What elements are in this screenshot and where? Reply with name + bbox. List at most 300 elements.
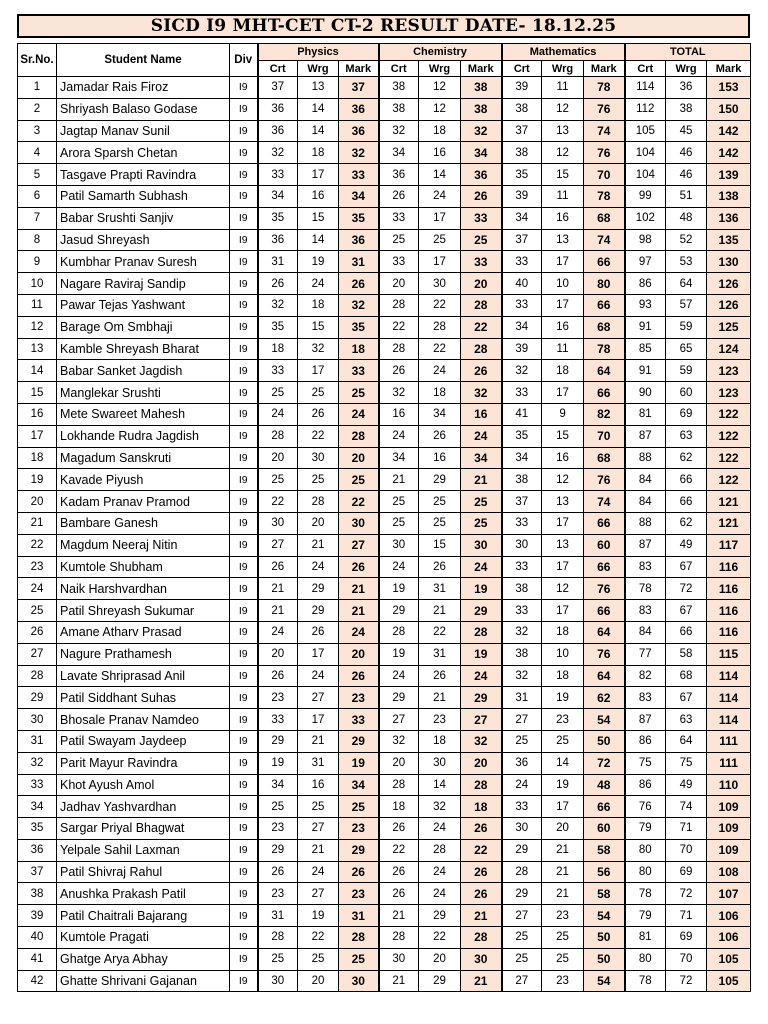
cell-mathematics-crt: 28 xyxy=(502,861,542,883)
cell-mathematics-crt: 34 xyxy=(502,447,542,469)
cell-mathematics-wrg: 23 xyxy=(542,970,584,992)
cell-srno: 20 xyxy=(18,491,57,513)
cell-student-name: Mete Swareet Mahesh xyxy=(57,403,230,425)
subheader-mathematics-mark: Mark xyxy=(584,61,625,77)
cell-chemistry-wrg: 26 xyxy=(419,425,461,447)
cell-physics-mark: 26 xyxy=(339,273,379,295)
cell-srno: 24 xyxy=(18,578,57,600)
cell-div: I9 xyxy=(230,752,258,774)
cell-student-name: Khot Ayush Amol xyxy=(57,774,230,796)
cell-chemistry-wrg: 22 xyxy=(419,927,461,949)
cell-total-wrg: 63 xyxy=(666,709,707,731)
cell-physics-mark: 37 xyxy=(339,77,379,99)
subheader-physics-crt: Crt xyxy=(258,61,298,77)
cell-chemistry-wrg: 29 xyxy=(419,970,461,992)
cell-total-crt: 105 xyxy=(625,120,666,142)
cell-total-mark: 106 xyxy=(707,927,751,949)
cell-chemistry-wrg: 28 xyxy=(419,316,461,338)
table-row xyxy=(18,752,751,774)
cell-total-mark: 114 xyxy=(707,665,751,687)
cell-srno: 38 xyxy=(18,883,57,905)
cell-physics-crt: 36 xyxy=(258,229,298,251)
cell-chemistry-mark: 32 xyxy=(461,730,502,752)
cell-mathematics-mark: 60 xyxy=(584,534,625,556)
cell-physics-wrg: 24 xyxy=(298,665,339,687)
cell-physics-mark: 28 xyxy=(339,927,379,949)
subheader-chemistry-wrg: Wrg xyxy=(419,61,461,77)
cell-mathematics-crt: 38 xyxy=(502,578,542,600)
cell-total-crt: 85 xyxy=(625,338,666,360)
cell-total-mark: 105 xyxy=(707,970,751,992)
cell-mathematics-mark: 66 xyxy=(584,556,625,578)
cell-chemistry-wrg: 25 xyxy=(419,229,461,251)
cell-chemistry-crt: 34 xyxy=(379,447,419,469)
cell-total-crt: 84 xyxy=(625,621,666,643)
cell-total-crt: 93 xyxy=(625,294,666,316)
cell-chemistry-wrg: 26 xyxy=(419,556,461,578)
cell-mathematics-mark: 78 xyxy=(584,338,625,360)
cell-chemistry-wrg: 21 xyxy=(419,600,461,622)
cell-mathematics-mark: 68 xyxy=(584,207,625,229)
cell-mathematics-mark: 66 xyxy=(584,251,625,273)
cell-physics-crt: 35 xyxy=(258,207,298,229)
cell-div: I9 xyxy=(230,883,258,905)
cell-mathematics-crt: 39 xyxy=(502,338,542,360)
cell-srno: 35 xyxy=(18,818,57,840)
cell-mathematics-mark: 50 xyxy=(584,927,625,949)
cell-physics-crt: 26 xyxy=(258,273,298,295)
cell-srno: 30 xyxy=(18,709,57,731)
cell-total-wrg: 68 xyxy=(666,665,707,687)
cell-srno: 23 xyxy=(18,556,57,578)
cell-total-crt: 80 xyxy=(625,839,666,861)
cell-student-name: Patil Chaitrali Bajarang xyxy=(57,905,230,927)
cell-physics-crt: 22 xyxy=(258,491,298,513)
cell-chemistry-mark: 34 xyxy=(461,142,502,164)
cell-mathematics-crt: 36 xyxy=(502,752,542,774)
cell-chemistry-wrg: 24 xyxy=(419,818,461,840)
cell-total-mark: 122 xyxy=(707,425,751,447)
cell-physics-mark: 36 xyxy=(339,229,379,251)
cell-chemistry-mark: 16 xyxy=(461,403,502,425)
cell-div: I9 xyxy=(230,338,258,360)
cell-physics-crt: 29 xyxy=(258,730,298,752)
cell-srno: 8 xyxy=(18,229,57,251)
cell-physics-crt: 25 xyxy=(258,382,298,404)
cell-div: I9 xyxy=(230,948,258,970)
cell-srno: 2 xyxy=(18,98,57,120)
table-row xyxy=(18,491,751,513)
cell-mathematics-mark: 58 xyxy=(584,839,625,861)
result-table xyxy=(17,43,751,992)
cell-chemistry-crt: 32 xyxy=(379,120,419,142)
cell-chemistry-mark: 20 xyxy=(461,752,502,774)
cell-physics-mark: 33 xyxy=(339,709,379,731)
cell-mathematics-mark: 56 xyxy=(584,861,625,883)
cell-student-name: Magadum Sanskruti xyxy=(57,447,230,469)
cell-div: I9 xyxy=(230,142,258,164)
cell-chemistry-mark: 25 xyxy=(461,512,502,534)
cell-total-mark: 109 xyxy=(707,796,751,818)
cell-chemistry-mark: 27 xyxy=(461,709,502,731)
cell-srno: 21 xyxy=(18,512,57,534)
cell-chemistry-mark: 28 xyxy=(461,621,502,643)
cell-chemistry-wrg: 24 xyxy=(419,883,461,905)
cell-div: I9 xyxy=(230,491,258,513)
cell-total-wrg: 67 xyxy=(666,600,707,622)
cell-mathematics-wrg: 23 xyxy=(542,709,584,731)
cell-student-name: Kamble Shreyash Bharat xyxy=(57,338,230,360)
cell-total-crt: 91 xyxy=(625,316,666,338)
cell-total-crt: 83 xyxy=(625,687,666,709)
cell-mathematics-wrg: 17 xyxy=(542,294,584,316)
cell-chemistry-wrg: 31 xyxy=(419,578,461,600)
cell-physics-crt: 28 xyxy=(258,927,298,949)
cell-physics-mark: 31 xyxy=(339,251,379,273)
cell-physics-mark: 19 xyxy=(339,752,379,774)
cell-chemistry-crt: 38 xyxy=(379,98,419,120)
cell-physics-crt: 23 xyxy=(258,687,298,709)
cell-total-wrg: 49 xyxy=(666,534,707,556)
cell-mathematics-wrg: 12 xyxy=(542,469,584,491)
cell-total-mark: 124 xyxy=(707,338,751,360)
cell-total-wrg: 64 xyxy=(666,273,707,295)
cell-chemistry-wrg: 31 xyxy=(419,643,461,665)
cell-physics-crt: 24 xyxy=(258,621,298,643)
cell-physics-crt: 25 xyxy=(258,948,298,970)
cell-student-name: Arora Sparsh Chetan xyxy=(57,142,230,164)
cell-mathematics-mark: 70 xyxy=(584,164,625,186)
cell-total-crt: 97 xyxy=(625,251,666,273)
cell-mathematics-wrg: 25 xyxy=(542,730,584,752)
cell-div: I9 xyxy=(230,98,258,120)
cell-total-crt: 80 xyxy=(625,861,666,883)
cell-mathematics-wrg: 17 xyxy=(542,556,584,578)
cell-mathematics-crt: 29 xyxy=(502,883,542,905)
cell-mathematics-crt: 32 xyxy=(502,360,542,382)
cell-physics-crt: 32 xyxy=(258,294,298,316)
cell-physics-mark: 23 xyxy=(339,687,379,709)
cell-student-name: Kumtole Pragati xyxy=(57,927,230,949)
cell-div: I9 xyxy=(230,294,258,316)
cell-total-crt: 87 xyxy=(625,425,666,447)
cell-chemistry-mark: 21 xyxy=(461,970,502,992)
cell-chemistry-mark: 29 xyxy=(461,600,502,622)
table-row xyxy=(18,251,751,273)
cell-total-mark: 109 xyxy=(707,818,751,840)
cell-physics-crt: 29 xyxy=(258,839,298,861)
table-row xyxy=(18,316,751,338)
cell-physics-mark: 23 xyxy=(339,818,379,840)
table-row xyxy=(18,77,751,99)
cell-chemistry-mark: 38 xyxy=(461,77,502,99)
cell-physics-mark: 26 xyxy=(339,665,379,687)
cell-mathematics-mark: 72 xyxy=(584,752,625,774)
cell-mathematics-crt: 33 xyxy=(502,600,542,622)
cell-total-wrg: 67 xyxy=(666,687,707,709)
cell-chemistry-mark: 26 xyxy=(461,861,502,883)
cell-mathematics-mark: 54 xyxy=(584,905,625,927)
cell-mathematics-crt: 31 xyxy=(502,687,542,709)
cell-mathematics-wrg: 9 xyxy=(542,403,584,425)
cell-chemistry-mark: 18 xyxy=(461,796,502,818)
cell-total-mark: 136 xyxy=(707,207,751,229)
cell-physics-crt: 26 xyxy=(258,556,298,578)
cell-student-name: Bambare Ganesh xyxy=(57,512,230,534)
cell-chemistry-wrg: 34 xyxy=(419,403,461,425)
cell-total-mark: 114 xyxy=(707,709,751,731)
table-row xyxy=(18,774,751,796)
cell-chemistry-wrg: 22 xyxy=(419,338,461,360)
cell-mathematics-crt: 34 xyxy=(502,316,542,338)
cell-mathematics-mark: 48 xyxy=(584,774,625,796)
cell-div: I9 xyxy=(230,512,258,534)
cell-mathematics-crt: 27 xyxy=(502,905,542,927)
cell-chemistry-crt: 29 xyxy=(379,687,419,709)
cell-total-wrg: 64 xyxy=(666,730,707,752)
cell-chemistry-wrg: 16 xyxy=(419,142,461,164)
cell-mathematics-wrg: 13 xyxy=(542,120,584,142)
cell-physics-wrg: 21 xyxy=(298,534,339,556)
cell-physics-mark: 26 xyxy=(339,861,379,883)
cell-total-wrg: 63 xyxy=(666,425,707,447)
cell-div: I9 xyxy=(230,970,258,992)
cell-physics-wrg: 21 xyxy=(298,730,339,752)
cell-div: I9 xyxy=(230,621,258,643)
cell-total-mark: 108 xyxy=(707,861,751,883)
cell-physics-crt: 36 xyxy=(258,120,298,142)
cell-mathematics-crt: 33 xyxy=(502,251,542,273)
cell-chemistry-wrg: 17 xyxy=(419,207,461,229)
cell-total-crt: 104 xyxy=(625,142,666,164)
cell-srno: 34 xyxy=(18,796,57,818)
cell-mathematics-crt: 37 xyxy=(502,491,542,513)
cell-mathematics-wrg: 12 xyxy=(542,142,584,164)
cell-total-wrg: 46 xyxy=(666,164,707,186)
header-chemistry: Chemistry xyxy=(379,44,502,61)
cell-srno: 16 xyxy=(18,403,57,425)
cell-total-wrg: 75 xyxy=(666,752,707,774)
cell-total-wrg: 69 xyxy=(666,927,707,949)
table-row xyxy=(18,142,751,164)
cell-physics-mark: 26 xyxy=(339,556,379,578)
cell-mathematics-wrg: 21 xyxy=(542,883,584,905)
cell-chemistry-wrg: 14 xyxy=(419,164,461,186)
cell-physics-wrg: 18 xyxy=(298,142,339,164)
subheader-mathematics-wrg: Wrg xyxy=(542,61,584,77)
cell-chemistry-mark: 20 xyxy=(461,273,502,295)
cell-div: I9 xyxy=(230,120,258,142)
cell-total-crt: 84 xyxy=(625,469,666,491)
cell-student-name: Manglekar Srushti xyxy=(57,382,230,404)
cell-mathematics-mark: 62 xyxy=(584,687,625,709)
table-row xyxy=(18,927,751,949)
cell-physics-mark: 36 xyxy=(339,120,379,142)
cell-mathematics-mark: 66 xyxy=(584,382,625,404)
cell-total-crt: 76 xyxy=(625,796,666,818)
cell-total-wrg: 66 xyxy=(666,491,707,513)
cell-chemistry-mark: 22 xyxy=(461,316,502,338)
cell-chemistry-mark: 21 xyxy=(461,469,502,491)
cell-chemistry-mark: 30 xyxy=(461,948,502,970)
table-row xyxy=(18,447,751,469)
cell-chemistry-crt: 18 xyxy=(379,796,419,818)
cell-mathematics-mark: 74 xyxy=(584,120,625,142)
cell-total-crt: 80 xyxy=(625,948,666,970)
cell-chemistry-wrg: 18 xyxy=(419,730,461,752)
cell-physics-mark: 25 xyxy=(339,382,379,404)
cell-mathematics-mark: 78 xyxy=(584,185,625,207)
cell-physics-wrg: 30 xyxy=(298,447,339,469)
cell-div: I9 xyxy=(230,360,258,382)
cell-srno: 14 xyxy=(18,360,57,382)
cell-mathematics-crt: 38 xyxy=(502,142,542,164)
cell-chemistry-crt: 27 xyxy=(379,709,419,731)
cell-div: I9 xyxy=(230,556,258,578)
cell-total-crt: 104 xyxy=(625,164,666,186)
cell-physics-mark: 32 xyxy=(339,142,379,164)
cell-student-name: Nagare Raviraj Sandip xyxy=(57,273,230,295)
cell-total-mark: 117 xyxy=(707,534,751,556)
cell-physics-wrg: 14 xyxy=(298,98,339,120)
cell-mathematics-mark: 68 xyxy=(584,316,625,338)
cell-mathematics-mark: 58 xyxy=(584,883,625,905)
cell-total-crt: 98 xyxy=(625,229,666,251)
cell-chemistry-crt: 16 xyxy=(379,403,419,425)
cell-div: I9 xyxy=(230,687,258,709)
cell-chemistry-mark: 25 xyxy=(461,229,502,251)
cell-mathematics-wrg: 15 xyxy=(542,164,584,186)
cell-chemistry-crt: 28 xyxy=(379,774,419,796)
table-row xyxy=(18,643,751,665)
cell-mathematics-crt: 37 xyxy=(502,229,542,251)
cell-total-crt: 78 xyxy=(625,883,666,905)
cell-physics-wrg: 26 xyxy=(298,403,339,425)
cell-mathematics-mark: 76 xyxy=(584,469,625,491)
table-row xyxy=(18,818,751,840)
cell-total-wrg: 59 xyxy=(666,360,707,382)
cell-chemistry-crt: 28 xyxy=(379,927,419,949)
cell-physics-wrg: 26 xyxy=(298,621,339,643)
cell-div: I9 xyxy=(230,927,258,949)
cell-physics-mark: 22 xyxy=(339,491,379,513)
cell-physics-crt: 20 xyxy=(258,447,298,469)
cell-student-name: Nagure Prathamesh xyxy=(57,643,230,665)
cell-physics-wrg: 17 xyxy=(298,709,339,731)
cell-total-mark: 125 xyxy=(707,316,751,338)
subheader-total-wrg: Wrg xyxy=(666,61,707,77)
table-row xyxy=(18,621,751,643)
cell-physics-mark: 25 xyxy=(339,948,379,970)
cell-total-wrg: 66 xyxy=(666,469,707,491)
cell-mathematics-mark: 66 xyxy=(584,600,625,622)
cell-physics-mark: 20 xyxy=(339,447,379,469)
cell-mathematics-crt: 32 xyxy=(502,621,542,643)
cell-srno: 37 xyxy=(18,861,57,883)
cell-total-mark: 150 xyxy=(707,98,751,120)
header-div: Div xyxy=(230,44,258,77)
cell-total-crt: 88 xyxy=(625,512,666,534)
cell-mathematics-wrg: 14 xyxy=(542,752,584,774)
cell-srno: 17 xyxy=(18,425,57,447)
cell-physics-crt: 25 xyxy=(258,796,298,818)
cell-chemistry-mark: 22 xyxy=(461,839,502,861)
table-row xyxy=(18,469,751,491)
cell-chemistry-wrg: 24 xyxy=(419,360,461,382)
cell-mathematics-mark: 68 xyxy=(584,447,625,469)
cell-physics-mark: 21 xyxy=(339,578,379,600)
cell-physics-crt: 34 xyxy=(258,774,298,796)
cell-chemistry-crt: 26 xyxy=(379,861,419,883)
cell-physics-wrg: 16 xyxy=(298,185,339,207)
cell-physics-crt: 28 xyxy=(258,425,298,447)
cell-physics-mark: 28 xyxy=(339,425,379,447)
cell-chemistry-wrg: 25 xyxy=(419,512,461,534)
cell-total-wrg: 48 xyxy=(666,207,707,229)
cell-total-mark: 111 xyxy=(707,752,751,774)
cell-physics-mark: 25 xyxy=(339,796,379,818)
cell-student-name: Magdum Neeraj Nitin xyxy=(57,534,230,556)
cell-physics-wrg: 27 xyxy=(298,687,339,709)
cell-student-name: Shriyash Balaso Godase xyxy=(57,98,230,120)
cell-mathematics-wrg: 12 xyxy=(542,98,584,120)
cell-mathematics-wrg: 18 xyxy=(542,621,584,643)
cell-total-mark: 126 xyxy=(707,273,751,295)
cell-total-wrg: 51 xyxy=(666,185,707,207)
cell-physics-mark: 34 xyxy=(339,774,379,796)
cell-total-crt: 75 xyxy=(625,752,666,774)
cell-total-mark: 153 xyxy=(707,77,751,99)
cell-chemistry-crt: 30 xyxy=(379,534,419,556)
subheader-total-crt: Crt xyxy=(625,61,666,77)
cell-total-wrg: 38 xyxy=(666,98,707,120)
cell-chemistry-crt: 34 xyxy=(379,142,419,164)
cell-chemistry-mark: 36 xyxy=(461,164,502,186)
cell-total-wrg: 72 xyxy=(666,578,707,600)
cell-total-wrg: 49 xyxy=(666,774,707,796)
cell-mathematics-mark: 74 xyxy=(584,229,625,251)
cell-mathematics-wrg: 12 xyxy=(542,578,584,600)
cell-physics-crt: 23 xyxy=(258,818,298,840)
cell-physics-wrg: 24 xyxy=(298,861,339,883)
cell-physics-crt: 35 xyxy=(258,316,298,338)
cell-mathematics-wrg: 17 xyxy=(542,382,584,404)
cell-total-crt: 79 xyxy=(625,905,666,927)
cell-div: I9 xyxy=(230,578,258,600)
cell-srno: 42 xyxy=(18,970,57,992)
cell-srno: 19 xyxy=(18,469,57,491)
cell-mathematics-wrg: 17 xyxy=(542,796,584,818)
cell-chemistry-mark: 29 xyxy=(461,687,502,709)
cell-mathematics-wrg: 17 xyxy=(542,251,584,273)
cell-total-crt: 78 xyxy=(625,970,666,992)
cell-mathematics-crt: 34 xyxy=(502,207,542,229)
cell-physics-mark: 24 xyxy=(339,621,379,643)
cell-div: I9 xyxy=(230,600,258,622)
cell-total-mark: 135 xyxy=(707,229,751,251)
cell-mathematics-wrg: 19 xyxy=(542,687,584,709)
cell-physics-wrg: 15 xyxy=(298,316,339,338)
cell-srno: 4 xyxy=(18,142,57,164)
table-row xyxy=(18,556,751,578)
cell-srno: 6 xyxy=(18,185,57,207)
cell-student-name: Kadam Pranav Pramod xyxy=(57,491,230,513)
cell-total-crt: 88 xyxy=(625,447,666,469)
cell-total-mark: 139 xyxy=(707,164,751,186)
cell-chemistry-wrg: 20 xyxy=(419,948,461,970)
cell-mathematics-mark: 60 xyxy=(584,818,625,840)
cell-mathematics-crt: 41 xyxy=(502,403,542,425)
